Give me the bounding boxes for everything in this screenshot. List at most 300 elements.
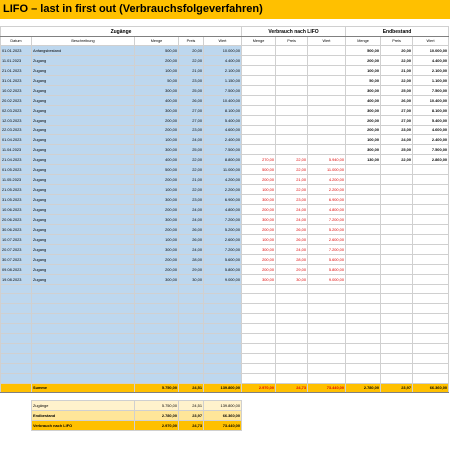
endbestand-wert-cell: 1.100,00 (413, 75, 449, 85)
verbrauch-menge-cell: 200,00 (242, 254, 276, 264)
table-row (1, 115, 449, 125)
cell (413, 324, 449, 334)
endbestand-wert-cell: 7.500,00 (413, 145, 449, 155)
endbestand-wert-cell: 5.400,00 (413, 115, 449, 125)
verbrauch-menge-cell: 200,00 (242, 224, 276, 234)
wert-cell: 7.200,00 (204, 244, 242, 254)
cell (135, 294, 179, 304)
cell (204, 314, 242, 324)
cell (242, 373, 276, 383)
table-row (1, 65, 449, 75)
endbestand-wert-cell (413, 185, 449, 195)
verbrauch-wert-cell (308, 65, 346, 75)
preis-cell: 22,00 (179, 165, 204, 175)
endbestand-wert-cell (413, 234, 449, 244)
verbrauch-preis-cell (276, 135, 308, 145)
beschreibung-cell: Zugang (32, 65, 135, 75)
datum-cell: 09.08.2023 (1, 264, 32, 274)
beschreibung-cell: Zugang (32, 175, 135, 185)
col-v-menge: Menge (242, 37, 276, 46)
summe-v-menge: 2.970,00 (242, 383, 276, 392)
bottom-preis: 23,97 (179, 410, 204, 420)
cell (32, 324, 135, 334)
endbestand-wert-cell (413, 264, 449, 274)
empty-row (1, 354, 449, 364)
cell (242, 420, 449, 430)
datum-cell: 31.01.2023 (1, 75, 32, 85)
verbrauch-preis-cell: 26,00 (276, 234, 308, 244)
cell (276, 324, 308, 334)
verbrauch-preis-cell (276, 46, 308, 56)
beschreibung-cell: Zugang (32, 145, 135, 155)
cell (179, 284, 204, 294)
datum-cell: 20.02.2023 (1, 95, 32, 105)
cell (32, 344, 135, 354)
endbestand-preis-cell (381, 214, 413, 224)
endbestand-wert-cell (413, 254, 449, 264)
endbestand-menge-cell: 200,00 (346, 125, 381, 135)
preis-cell: 25,00 (179, 85, 204, 95)
cell (308, 304, 346, 314)
menge-cell: 100,00 (135, 65, 179, 75)
datum-cell: 01.01.2023 (1, 46, 32, 56)
cell (204, 354, 242, 364)
endbestand-menge-cell (346, 224, 381, 234)
cell (1, 294, 32, 304)
wert-cell: 2.600,00 (204, 234, 242, 244)
col-e-preis: Preis (381, 37, 413, 46)
verbrauch-preis-cell (276, 55, 308, 65)
datum-cell: 20.07.2023 (1, 244, 32, 254)
verbrauch-preis-cell: 24,00 (276, 214, 308, 224)
endbestand-menge-cell: 300,00 (346, 85, 381, 95)
preis-cell: 24,00 (179, 244, 204, 254)
wert-cell: 9.000,00 (204, 274, 242, 284)
cell (308, 294, 346, 304)
preis-cell: 25,00 (179, 145, 204, 155)
endbestand-wert-cell: 4.400,00 (413, 55, 449, 65)
verbrauch-wert-cell (308, 85, 346, 95)
preis-cell: 29,00 (179, 264, 204, 274)
cell (135, 304, 179, 314)
bottom-label: Zugänge (32, 400, 135, 410)
beschreibung-cell: Zugang (32, 105, 135, 115)
verbrauch-menge-cell (242, 145, 276, 155)
menge-cell: 300,00 (135, 274, 179, 284)
table-row (1, 195, 449, 205)
verbrauch-preis-cell: 22,00 (276, 185, 308, 195)
verbrauch-menge-cell (242, 55, 276, 65)
verbrauch-menge-cell: 270,00 (242, 155, 276, 165)
cell (179, 324, 204, 334)
cell (276, 294, 308, 304)
cell (381, 304, 413, 314)
cell (135, 284, 179, 294)
table-row (1, 205, 449, 215)
verbrauch-menge-cell (242, 115, 276, 125)
cell (308, 324, 346, 334)
endbestand-wert-cell (413, 165, 449, 175)
endbestand-preis-cell (381, 254, 413, 264)
endbestand-wert-cell (413, 205, 449, 215)
menge-cell: 300,00 (135, 244, 179, 254)
cell (1, 284, 32, 294)
endbestand-preis-cell: 25,00 (381, 85, 413, 95)
beschreibung-cell: Zugang (32, 185, 135, 195)
datum-cell: 31.05.2023 (1, 195, 32, 205)
preis-cell: 26,00 (179, 95, 204, 105)
menge-cell: 400,00 (135, 95, 179, 105)
beschreibung-cell: Zugang (32, 224, 135, 234)
verbrauch-wert-cell (308, 46, 346, 56)
menge-cell: 300,00 (135, 105, 179, 115)
menge-cell: 300,00 (135, 214, 179, 224)
empty-row (1, 373, 449, 383)
cell (276, 373, 308, 383)
bottom-menge: 5.750,00 (135, 400, 179, 410)
preis-cell: 28,00 (179, 254, 204, 264)
preis-cell: 22,00 (179, 185, 204, 195)
endbestand-wert-cell (413, 175, 449, 185)
datum-cell: 10.02.2023 (1, 85, 32, 95)
verbrauch-preis-cell (276, 75, 308, 85)
endbestand-preis-cell (381, 205, 413, 215)
cell (413, 364, 449, 374)
cell (242, 334, 276, 344)
cell (179, 344, 204, 354)
endbestand-preis-cell: 22,00 (381, 55, 413, 65)
cell (381, 324, 413, 334)
table-row (1, 224, 449, 234)
cell (308, 373, 346, 383)
endbestand-wert-cell: 2.400,00 (413, 135, 449, 145)
verbrauch-wert-cell: 5.800,00 (308, 264, 346, 274)
table-row (1, 85, 449, 95)
endbestand-menge-cell (346, 205, 381, 215)
menge-cell: 200,00 (135, 205, 179, 215)
col-beschreibung: Beschreibung (32, 37, 135, 46)
cell (381, 284, 413, 294)
verbrauch-wert-cell: 5.200,00 (308, 224, 346, 234)
cell (242, 400, 449, 410)
datum-cell: 02.03.2023 (1, 105, 32, 115)
verbrauch-wert-cell: 5.600,00 (308, 254, 346, 264)
wert-cell: 10.000,00 (204, 46, 242, 56)
menge-cell: 200,00 (135, 175, 179, 185)
cell (346, 314, 381, 324)
cell (413, 304, 449, 314)
cell (32, 364, 135, 374)
endbestand-preis-cell (381, 224, 413, 234)
endbestand-wert-cell (413, 274, 449, 284)
verbrauch-preis-cell: 29,00 (276, 264, 308, 274)
cell (135, 364, 179, 374)
preis-cell: 24,00 (179, 135, 204, 145)
cell (346, 344, 381, 354)
bottom-label: Verbrauch nach LIFO (32, 420, 135, 430)
empty-row (1, 314, 449, 324)
verbrauch-menge-cell (242, 75, 276, 85)
endbestand-menge-cell: 100,00 (346, 65, 381, 75)
cell (204, 334, 242, 344)
verbrauch-menge-cell: 500,00 (242, 165, 276, 175)
cell (204, 373, 242, 383)
verbrauch-wert-cell: 2.200,00 (308, 185, 346, 195)
beschreibung-cell: Zugang (32, 75, 135, 85)
summe-menge: 5.750,00 (135, 383, 179, 392)
endbestand-wert-cell: 8.100,00 (413, 105, 449, 115)
table-row (1, 185, 449, 195)
cell (413, 373, 449, 383)
col-wert: Wert (204, 37, 242, 46)
cell (32, 314, 135, 324)
table-row (1, 95, 449, 105)
cell (413, 284, 449, 294)
endbestand-preis-cell: 21,00 (381, 65, 413, 75)
cell (381, 373, 413, 383)
endbestand-menge-cell: 300,00 (346, 105, 381, 115)
cell (204, 344, 242, 354)
endbestand-menge-cell: 200,00 (346, 115, 381, 125)
cell (346, 324, 381, 334)
verbrauch-preis-cell (276, 125, 308, 135)
preis-cell: 26,00 (179, 224, 204, 234)
summe-e-menge: 2.780,00 (346, 383, 381, 392)
menge-cell: 300,00 (135, 85, 179, 95)
verbrauch-wert-cell (308, 75, 346, 85)
table-row (1, 264, 449, 274)
cell (32, 334, 135, 344)
table-row (1, 175, 449, 185)
cell (135, 344, 179, 354)
verbrauch-menge-cell: 200,00 (242, 205, 276, 215)
cell (32, 284, 135, 294)
endbestand-preis-cell (381, 274, 413, 284)
datum-cell: 21.04.2023 (1, 155, 32, 165)
menge-cell: 500,00 (135, 165, 179, 175)
verbrauch-preis-cell: 24,00 (276, 244, 308, 254)
wert-cell: 5.600,00 (204, 254, 242, 264)
beschreibung-cell: Zugang (32, 55, 135, 65)
endbestand-menge-cell: 200,00 (346, 55, 381, 65)
verbrauch-wert-cell (308, 55, 346, 65)
summe-v-preis: 24,73 (276, 383, 308, 392)
table-row (1, 125, 449, 135)
cell (242, 314, 276, 324)
menge-cell: 100,00 (135, 234, 179, 244)
verbrauch-wert-cell: 7.200,00 (308, 244, 346, 254)
menge-cell: 200,00 (135, 264, 179, 274)
endbestand-menge-cell: 130,00 (346, 155, 381, 165)
table-row (1, 165, 449, 175)
beschreibung-cell: Zugang (32, 264, 135, 274)
preis-cell: 21,00 (179, 175, 204, 185)
beschreibung-cell: Zugang (32, 115, 135, 125)
cell (242, 344, 276, 354)
table-row (1, 145, 449, 155)
col-e-wert: Wert (413, 37, 449, 46)
cell (1, 304, 32, 314)
endbestand-preis-cell: 26,00 (381, 95, 413, 105)
bottom-row-verbrauch (1, 420, 449, 430)
bottom-menge: 2.970,00 (135, 420, 179, 430)
verbrauch-menge-cell: 300,00 (242, 214, 276, 224)
cell (308, 314, 346, 324)
preis-cell: 26,00 (179, 234, 204, 244)
verbrauch-preis-cell (276, 115, 308, 125)
verbrauch-preis-cell (276, 145, 308, 155)
bottom-wert: 139.800,00 (204, 400, 242, 410)
verbrauch-menge-cell: 300,00 (242, 195, 276, 205)
verbrauch-wert-cell: 2.600,00 (308, 234, 346, 244)
verbrauch-menge-cell (242, 125, 276, 135)
group-endbestand: Endbestand (346, 27, 449, 37)
endbestand-preis-cell: 25,00 (381, 145, 413, 155)
wert-cell: 2.100,00 (204, 65, 242, 75)
cell (179, 314, 204, 324)
datum-cell: 21.05.2023 (1, 185, 32, 195)
wert-cell: 7.500,00 (204, 145, 242, 155)
summe-preis: 24,51 (179, 383, 204, 392)
empty-row (1, 324, 449, 334)
preis-cell: 22,00 (179, 55, 204, 65)
endbestand-menge-cell (346, 254, 381, 264)
menge-cell: 200,00 (135, 254, 179, 264)
endbestand-menge-cell (346, 274, 381, 284)
verbrauch-wert-cell (308, 95, 346, 105)
cell (413, 294, 449, 304)
endbestand-menge-cell: 400,00 (346, 95, 381, 105)
col-v-wert: Wert (308, 37, 346, 46)
endbestand-wert-cell (413, 214, 449, 224)
cell (242, 304, 276, 314)
verbrauch-wert-cell: 4.200,00 (308, 175, 346, 185)
cell (32, 294, 135, 304)
wert-cell: 4.600,00 (204, 125, 242, 135)
cell (179, 364, 204, 374)
endbestand-preis-cell (381, 234, 413, 244)
cell (346, 304, 381, 314)
cell (308, 334, 346, 344)
endbestand-wert-cell (413, 195, 449, 205)
cell (1, 400, 32, 410)
cell (276, 354, 308, 364)
datum-cell: 30.07.2023 (1, 254, 32, 264)
cell (1, 354, 32, 364)
verbrauch-preis-cell (276, 85, 308, 95)
cell (242, 410, 449, 420)
datum-cell: 01.04.2023 (1, 135, 32, 145)
verbrauch-wert-cell (308, 105, 346, 115)
endbestand-menge-cell (346, 195, 381, 205)
beschreibung-cell: Zugang (32, 214, 135, 224)
wert-cell: 5.800,00 (204, 264, 242, 274)
wert-cell: 4.800,00 (204, 205, 242, 215)
bottom-wert: 73.440,00 (204, 420, 242, 430)
wert-cell: 4.400,00 (204, 55, 242, 65)
cell (32, 373, 135, 383)
wert-cell: 1.150,00 (204, 75, 242, 85)
beschreibung-cell: Zugang (32, 135, 135, 145)
verbrauch-preis-cell: 24,00 (276, 205, 308, 215)
endbestand-wert-cell (413, 244, 449, 254)
cell (242, 354, 276, 364)
datum-cell: 11.05.2023 (1, 175, 32, 185)
cell (32, 304, 135, 314)
menge-cell: 300,00 (135, 195, 179, 205)
cell (179, 334, 204, 344)
table-row (1, 254, 449, 264)
endbestand-menge-cell (346, 244, 381, 254)
cell (135, 354, 179, 364)
endbestand-menge-cell (346, 234, 381, 244)
cell (1, 334, 32, 344)
menge-cell: 50,00 (135, 75, 179, 85)
cell (308, 284, 346, 294)
cell (276, 284, 308, 294)
cell (179, 304, 204, 314)
col-e-menge: Menge (346, 37, 381, 46)
bottom-menge: 2.780,00 (135, 410, 179, 420)
table-row (1, 46, 449, 56)
endbestand-preis-cell (381, 165, 413, 175)
verbrauch-wert-cell: 9.000,00 (308, 274, 346, 284)
endbestand-wert-cell (413, 224, 449, 234)
table-row (1, 135, 449, 145)
cell (413, 314, 449, 324)
menge-cell: 100,00 (135, 135, 179, 145)
preis-cell: 30,00 (179, 274, 204, 284)
cell (242, 294, 276, 304)
preis-cell: 24,00 (179, 214, 204, 224)
endbestand-preis-cell: 27,00 (381, 105, 413, 115)
summe-v-wert: 73.440,00 (308, 383, 346, 392)
wert-cell: 7.500,00 (204, 85, 242, 95)
cell (1, 314, 32, 324)
beschreibung-cell: Zugang (32, 274, 135, 284)
wert-cell: 4.200,00 (204, 175, 242, 185)
cell (413, 354, 449, 364)
cell (413, 334, 449, 344)
cell (135, 373, 179, 383)
cell (204, 324, 242, 334)
cell (1, 420, 32, 430)
verbrauch-menge-cell (242, 85, 276, 95)
verbrauch-preis-cell (276, 95, 308, 105)
endbestand-menge-cell (346, 165, 381, 175)
menge-cell: 500,00 (135, 46, 179, 56)
verbrauch-preis-cell: 28,00 (276, 254, 308, 264)
datum-cell: 21.01.2023 (1, 65, 32, 75)
preis-cell: 27,00 (179, 105, 204, 115)
verbrauch-preis-cell: 21,00 (276, 175, 308, 185)
verbrauch-menge-cell: 300,00 (242, 274, 276, 284)
cell (346, 334, 381, 344)
beschreibung-cell: Zugang (32, 125, 135, 135)
cell (381, 334, 413, 344)
endbestand-wert-cell: 10.400,00 (413, 95, 449, 105)
endbestand-preis-cell (381, 185, 413, 195)
cell (381, 294, 413, 304)
preis-cell: 23,00 (179, 195, 204, 205)
bottom-wert: 66.360,00 (204, 410, 242, 420)
menge-cell: 200,00 (135, 55, 179, 65)
verbrauch-wert-cell (308, 135, 346, 145)
cell (381, 344, 413, 354)
menge-cell: 200,00 (135, 115, 179, 125)
preis-cell: 23,00 (179, 125, 204, 135)
beschreibung-cell: Zugang (32, 155, 135, 165)
